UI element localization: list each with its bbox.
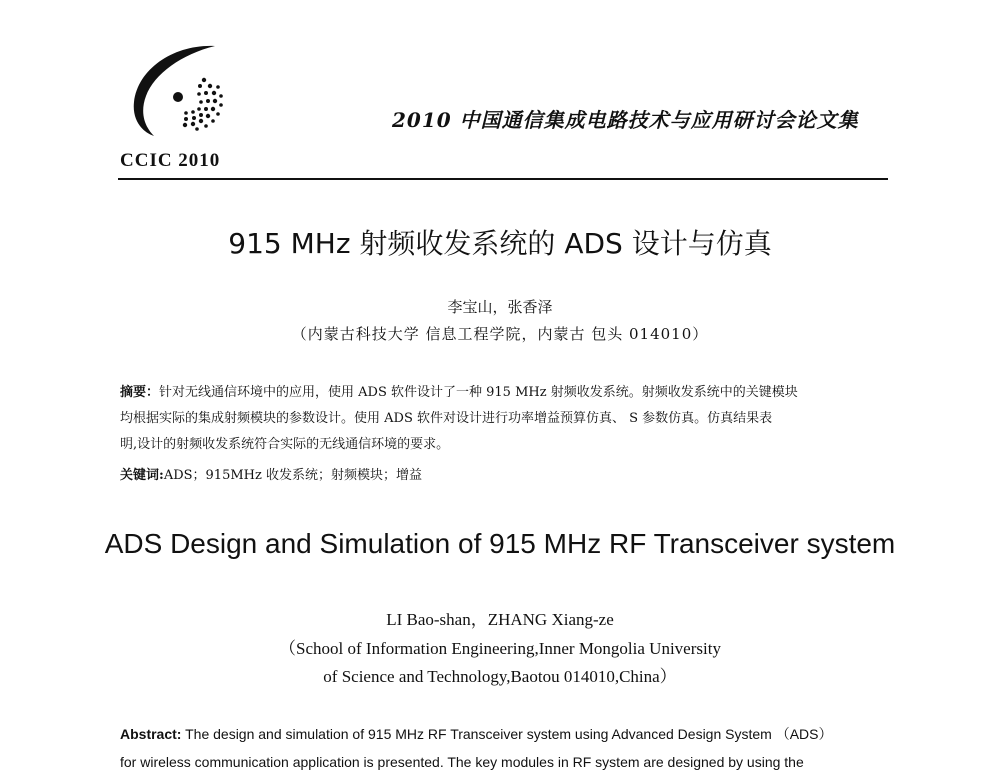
header-divider — [118, 178, 888, 180]
conference-title: 2010 中国通信集成电路技术与应用研讨会论文集 — [392, 108, 859, 132]
abstract-en — [120, 720, 890, 776]
abstract-en-label: Abstract: — [120, 726, 182, 742]
abstract-cn-label: 摘要： — [120, 385, 160, 400]
ccic-logo-icon — [120, 40, 240, 140]
abstract-en-line: for wireless communication application is presented. The key modules in RF system are designed by using the — [120, 754, 804, 770]
abstract-cn — [120, 380, 890, 458]
authors-en: LI Bao-shan，ZHANG Xiang-ze — [386, 610, 614, 629]
logo-text: CCIC 2010 — [120, 150, 221, 171]
abstract-en-line — [120, 720, 890, 748]
abstract-cn-line: 明,设计的射频收发系统符合实际的无线通信环境的要求。 — [120, 437, 450, 452]
paper-title-en: ADS Design and Simulation of 915 MHz RF Transceiver system — [104, 528, 896, 559]
abstract-cn-line: 均根据实际的集成射频模块的参数设计。使用 ADS 软件对设计进行功率增益预算仿真、 S 参数仿真。仿真结果表 — [120, 411, 773, 426]
paper-title-cn: 915 MHz 射频收发系统的 ADS 设计与仿真 — [228, 227, 772, 260]
abstract-cn-text: 针对无线通信环境中的应用，使用 ADS 软件设计了一种 915 MHz 射频收发系统。射频收发系统中的关键模块 — [159, 385, 798, 400]
affiliation-en-line: of Science and Technology,Baotou 014010,China） — [323, 667, 677, 686]
affiliation-en-line: （School of Information Engineering,Inner Mongolia University — [279, 639, 721, 658]
authors-cn: 李宝山，张香泽 — [447, 298, 553, 316]
keywords-cn-label: 关键词: — [120, 468, 164, 483]
affiliation-cn: （内蒙古科技大学 信息工程学院，内蒙古 包头 014010） — [291, 325, 709, 343]
keywords-cn-text: ADS；915MHz 收发系统；射频模块；增益 — [163, 468, 422, 483]
abstract-en-text: The design and simulation of 915 MHz RF Transceiver system using Advanced Design System （ADS） — [181, 726, 833, 742]
keywords-cn — [120, 464, 890, 483]
abstract-cn-line — [120, 380, 890, 406]
